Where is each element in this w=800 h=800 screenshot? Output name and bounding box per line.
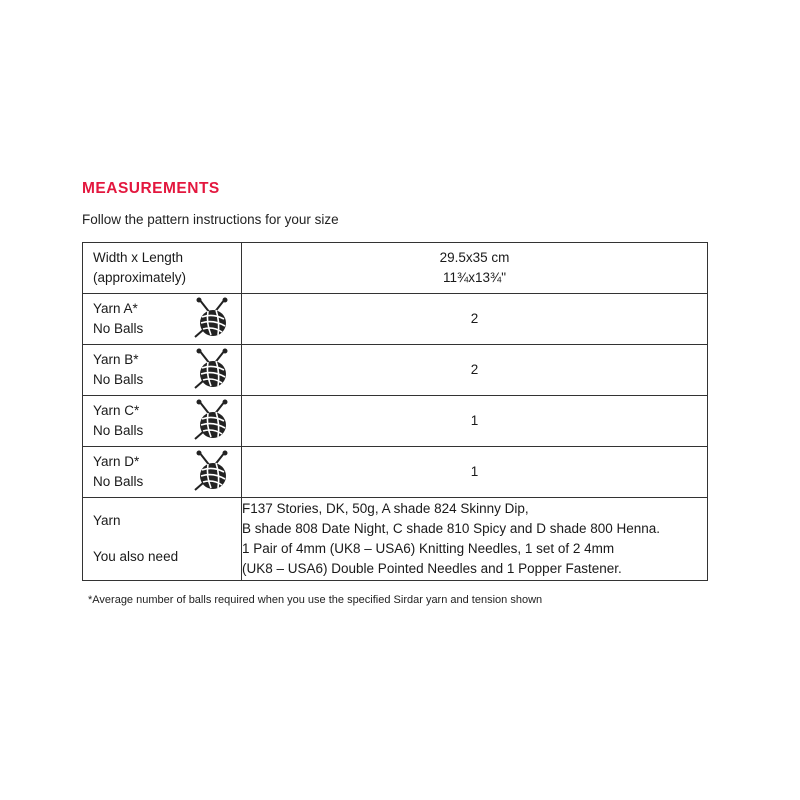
yarn-ball-icon [191, 348, 233, 392]
materials-line: (UK8 – USA6) Double Pointed Needles and 1 Popper Fastener. [242, 561, 622, 576]
size-label-line1: Width x Length [93, 250, 184, 265]
yarn-value: 2 [242, 345, 708, 396]
yarn-sub-label: No Balls [93, 423, 144, 438]
yarn-sub-label: No Balls [93, 321, 144, 336]
materials-row [83, 498, 708, 581]
yarn-label: Yarn C* [93, 403, 140, 418]
intro-text: Follow the pattern instructions for your size [82, 212, 339, 227]
yarn-label: Yarn D* [93, 454, 140, 469]
yarn-row-a [83, 294, 708, 345]
size-value-in: 11¾x13¾" [442, 270, 507, 285]
also-need-label: You also need [93, 549, 179, 564]
size-row [83, 243, 708, 294]
yarn-ball-icon [191, 450, 233, 494]
size-value-cell [242, 243, 708, 294]
materials-line: B shade 808 Date Night, C shade 810 Spicy and D shade 800 Henna. [242, 521, 661, 536]
yarn-row-b [83, 345, 708, 396]
materials-value-cell [242, 498, 708, 581]
yarn-ball-icon [191, 399, 233, 443]
materials-line: 1 Pair of 4mm (UK8 – USA6) Knitting Needles, 1 set of 2 4mm [242, 541, 615, 556]
measurements-table [82, 242, 708, 581]
section-heading: MEASUREMENTS [82, 180, 220, 197]
size-value-cm: 29.5x35 cm [439, 250, 510, 265]
yarn-type-label: Yarn [93, 513, 121, 528]
yarn-value: 1 [242, 447, 708, 498]
yarn-row-c [83, 396, 708, 447]
yarn-value: 1 [242, 396, 708, 447]
yarn-label: Yarn B* [93, 352, 139, 367]
yarn-label: Yarn A* [93, 301, 138, 316]
size-label-line2: (approximately) [93, 270, 187, 285]
yarn-sub-label: No Balls [93, 372, 144, 387]
yarn-ball-icon [191, 297, 233, 341]
yarn-row-d [83, 447, 708, 498]
materials-line: F137 Stories, DK, 50g, A shade 824 Skinny Dip, [242, 501, 529, 516]
yarn-sub-label: No Balls [93, 474, 144, 489]
footnote: *Average number of balls required when you use the specified Sirdar yarn and tension shown [88, 594, 543, 606]
yarn-value: 2 [242, 294, 708, 345]
size-label-cell [83, 243, 242, 294]
